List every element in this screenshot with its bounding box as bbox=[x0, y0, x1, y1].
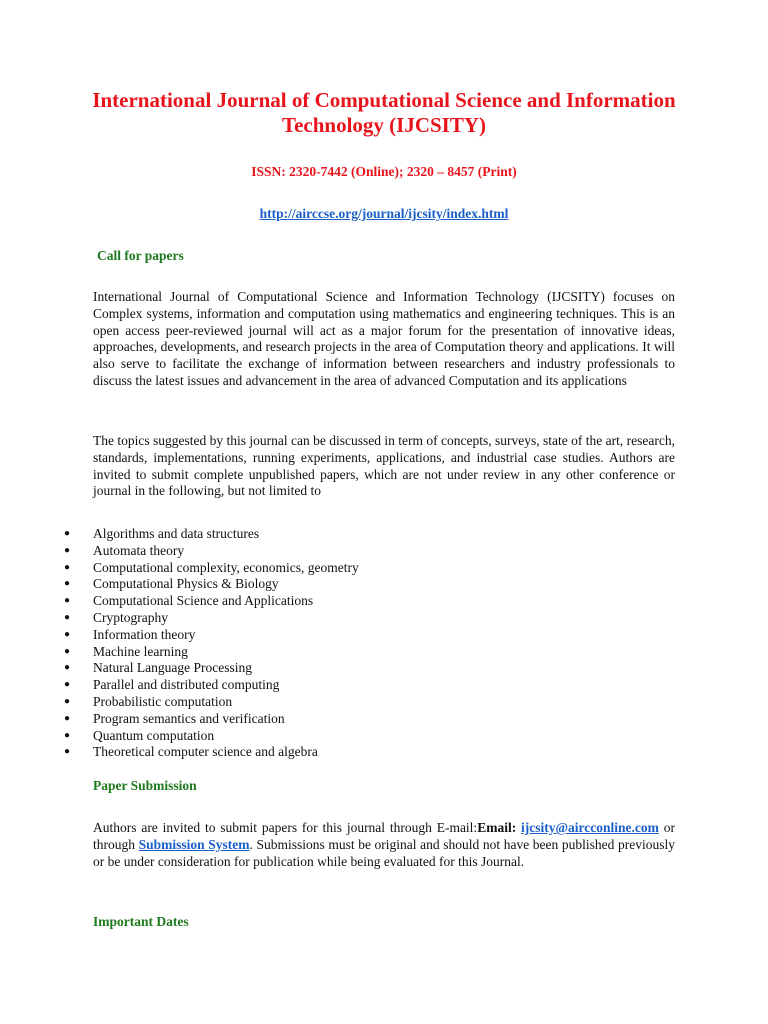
bullet-icon: ● bbox=[64, 679, 71, 691]
submission-text-after: . Submissions must be original and should not have been published previously or be under consideration for publication while being evaluated for this Journal. bbox=[93, 836, 675, 869]
topic-list-item bbox=[0, 610, 359, 627]
bullet-icon: ● bbox=[64, 712, 71, 724]
topic-label: Program semantics and verification bbox=[93, 710, 285, 726]
topic-label: Quantum computation bbox=[93, 727, 215, 743]
email-label: Email: bbox=[477, 820, 517, 835]
topic-list-item bbox=[0, 560, 359, 577]
bullet-icon: ● bbox=[64, 611, 71, 623]
topic-list-item bbox=[0, 644, 359, 661]
topic-label: Automata theory bbox=[93, 542, 185, 558]
topic-list-item bbox=[0, 627, 359, 644]
bullet-icon: ● bbox=[64, 746, 71, 758]
bullet-icon: ● bbox=[64, 645, 71, 657]
submission-text-middle: or through bbox=[93, 820, 675, 852]
bullet-icon: ● bbox=[64, 628, 71, 640]
bullet-icon: ● bbox=[64, 578, 71, 590]
topics-intro-paragraph: The topics suggested by this journal can be discussed in term of concepts, surveys, state of the art, research, standards, implementations, running experiments, applications, and industrial case studies. Authors are invited to submit complete unpublished papers, which are not under review in any other conference or journal in the following, but not limited to bbox=[93, 433, 675, 499]
topic-list-item bbox=[0, 728, 359, 745]
topic-label: Computational complexity, economics, geometry bbox=[93, 559, 359, 575]
topic-list-item bbox=[0, 543, 359, 560]
bullet-icon: ● bbox=[64, 544, 71, 556]
topic-list-item bbox=[0, 677, 359, 694]
submission-paragraph bbox=[93, 820, 675, 870]
submission-text-before: Authors are invited to submit papers for this journal through E-mail: bbox=[93, 820, 478, 835]
topic-label: Parallel and distributed computing bbox=[93, 677, 280, 693]
bullet-icon: ● bbox=[64, 729, 71, 741]
call-for-papers-heading: Call for papers bbox=[97, 248, 184, 263]
journal-title: International Journal of Computational Science and Information Technology (IJCSITY) bbox=[92, 88, 676, 137]
topic-list-item bbox=[0, 593, 359, 610]
bullet-icon: ● bbox=[64, 528, 71, 539]
topic-list-item bbox=[0, 576, 359, 593]
important-dates-heading: Important Dates bbox=[93, 914, 189, 929]
submission-system-link[interactable]: Submission System bbox=[138, 836, 250, 852]
bullet-icon: ● bbox=[64, 695, 71, 707]
topic-label: Machine learning bbox=[93, 643, 188, 659]
bullet-icon: ● bbox=[64, 595, 71, 607]
topic-list-item bbox=[0, 660, 359, 677]
topics-list bbox=[0, 526, 359, 761]
topic-list-item bbox=[0, 694, 359, 711]
journal-url-line bbox=[60, 206, 708, 222]
intro-paragraph: International Journal of Computational Science and Information Technology (IJCSITY) focuses on Complex systems, information and computation using mathematics and engineering techniques. This is an open access peer-reviewed journal will act as a major forum for the presentation of innovative ideas, approaches, developments, and research projects in the area of Computation theory and applications. It will also serve to facilitate the exchange of information between researchers and industry professionals to discuss the latest issues and advancement in the area of advanced Computation and its applications bbox=[93, 289, 675, 388]
topic-label: Probabilistic computation bbox=[93, 693, 233, 709]
topic-label: Cryptography bbox=[93, 609, 168, 625]
bullet-icon: ● bbox=[64, 662, 71, 674]
topic-label: Computational Physics & Biology bbox=[93, 576, 279, 592]
topic-list-item bbox=[0, 711, 359, 728]
email-link[interactable]: ijcsity@aircconline.com bbox=[521, 820, 659, 835]
topic-list-item bbox=[0, 744, 359, 761]
topic-label: Information theory bbox=[93, 626, 196, 642]
topic-label: Theoretical computer science and algebra bbox=[93, 744, 318, 760]
paper-submission-heading: Paper Submission bbox=[93, 778, 197, 793]
topic-label: Natural Language Processing bbox=[93, 660, 252, 676]
issn-line: ISSN: 2320-7442 (Online); 2320 – 8457 (Print) bbox=[251, 164, 517, 179]
topic-label: Computational Science and Applications bbox=[93, 593, 314, 609]
topic-label: Algorithms and data structures bbox=[93, 526, 260, 541]
topic-list-item bbox=[0, 526, 359, 543]
bullet-icon: ● bbox=[64, 561, 71, 573]
journal-url-link[interactable]: http://airccse.org/journal/ijcsity/index.html bbox=[259, 206, 509, 221]
